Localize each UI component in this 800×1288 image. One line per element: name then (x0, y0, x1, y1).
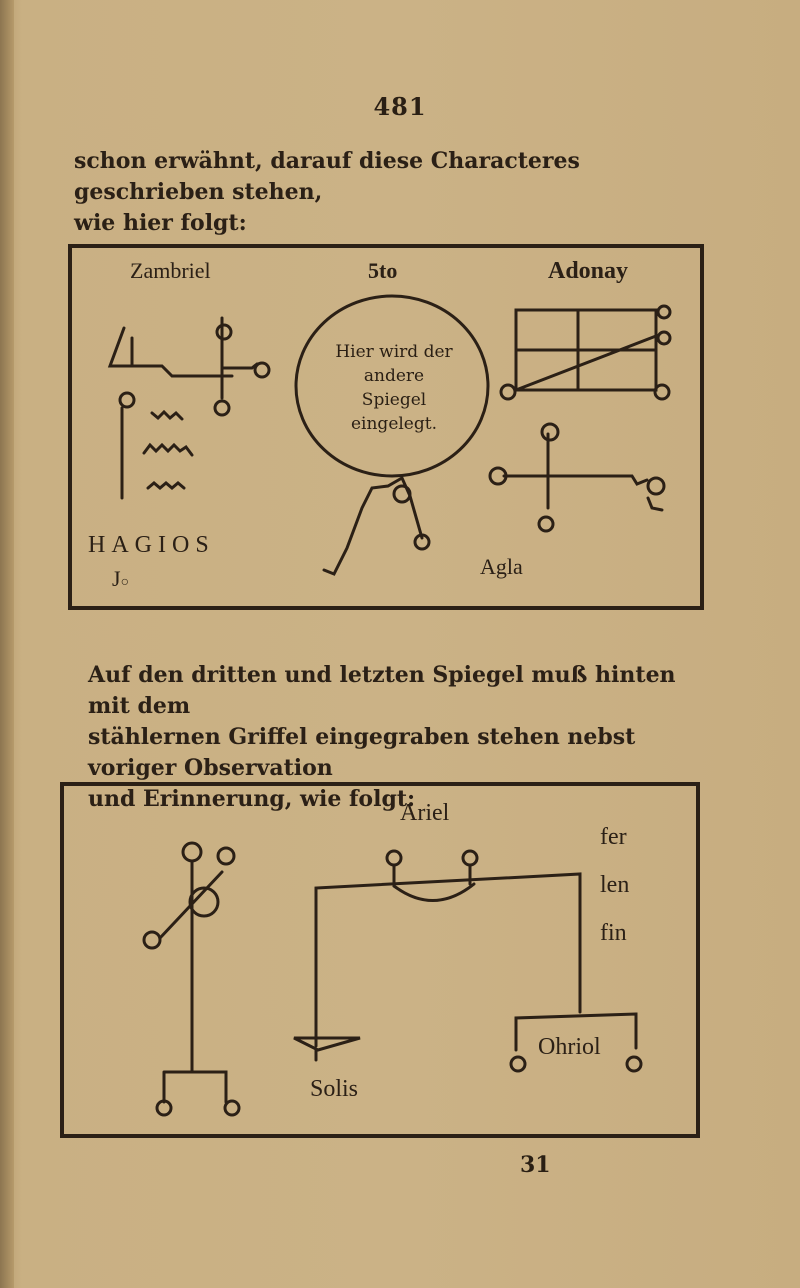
paragraph-1-line-2: wie hier folgt: (74, 210, 247, 236)
small-circle-cross-icon: ○ (120, 575, 130, 590)
paragraph-2-line-3: und Erinnerung, wie folgt: (88, 786, 416, 812)
paragraph-1-line-1: schon erwähnt, darauf diese Characteres geschrieben stehen, (74, 148, 580, 205)
paragraph-1 (74, 146, 714, 239)
figure-2-frame (60, 782, 700, 1138)
label-ariel: Ariel (400, 800, 450, 826)
label-hagios: HAGIOS (88, 532, 215, 558)
label-zambriel: Zambriel (130, 258, 211, 283)
label-5to: 5to (368, 258, 398, 283)
label-adonay: Adonay (548, 258, 629, 284)
label-agla: Agla (480, 554, 523, 579)
signature-mark: 31 (520, 1152, 551, 1178)
figure-1-frame (68, 244, 704, 610)
circle-text-line-2: andere (363, 366, 425, 386)
center-circle-text (294, 340, 494, 436)
circle-text-line-4: eingelegt. (350, 414, 437, 434)
paragraph-2-line-1: Auf den dritten und letzten Spiegel muß hinten mit dem (88, 662, 676, 719)
circle-text-line-3: Spiegel (361, 390, 427, 410)
circle-text-line-1: Hier wird der (335, 342, 453, 362)
label-fer: fer (600, 824, 627, 850)
page-gutter (0, 0, 14, 1288)
label-solis: Solis (310, 1076, 359, 1102)
page-number: 481 (373, 92, 427, 121)
label-ohriol: Ohriol (538, 1034, 601, 1060)
label-len: len (600, 872, 630, 898)
label-j-text: J (112, 566, 121, 591)
paragraph-2-line-2: stählernen Griffel eingegraben stehen nebst voriger Observation (88, 724, 636, 781)
label-j (112, 566, 129, 592)
label-fin: fin (600, 920, 627, 946)
